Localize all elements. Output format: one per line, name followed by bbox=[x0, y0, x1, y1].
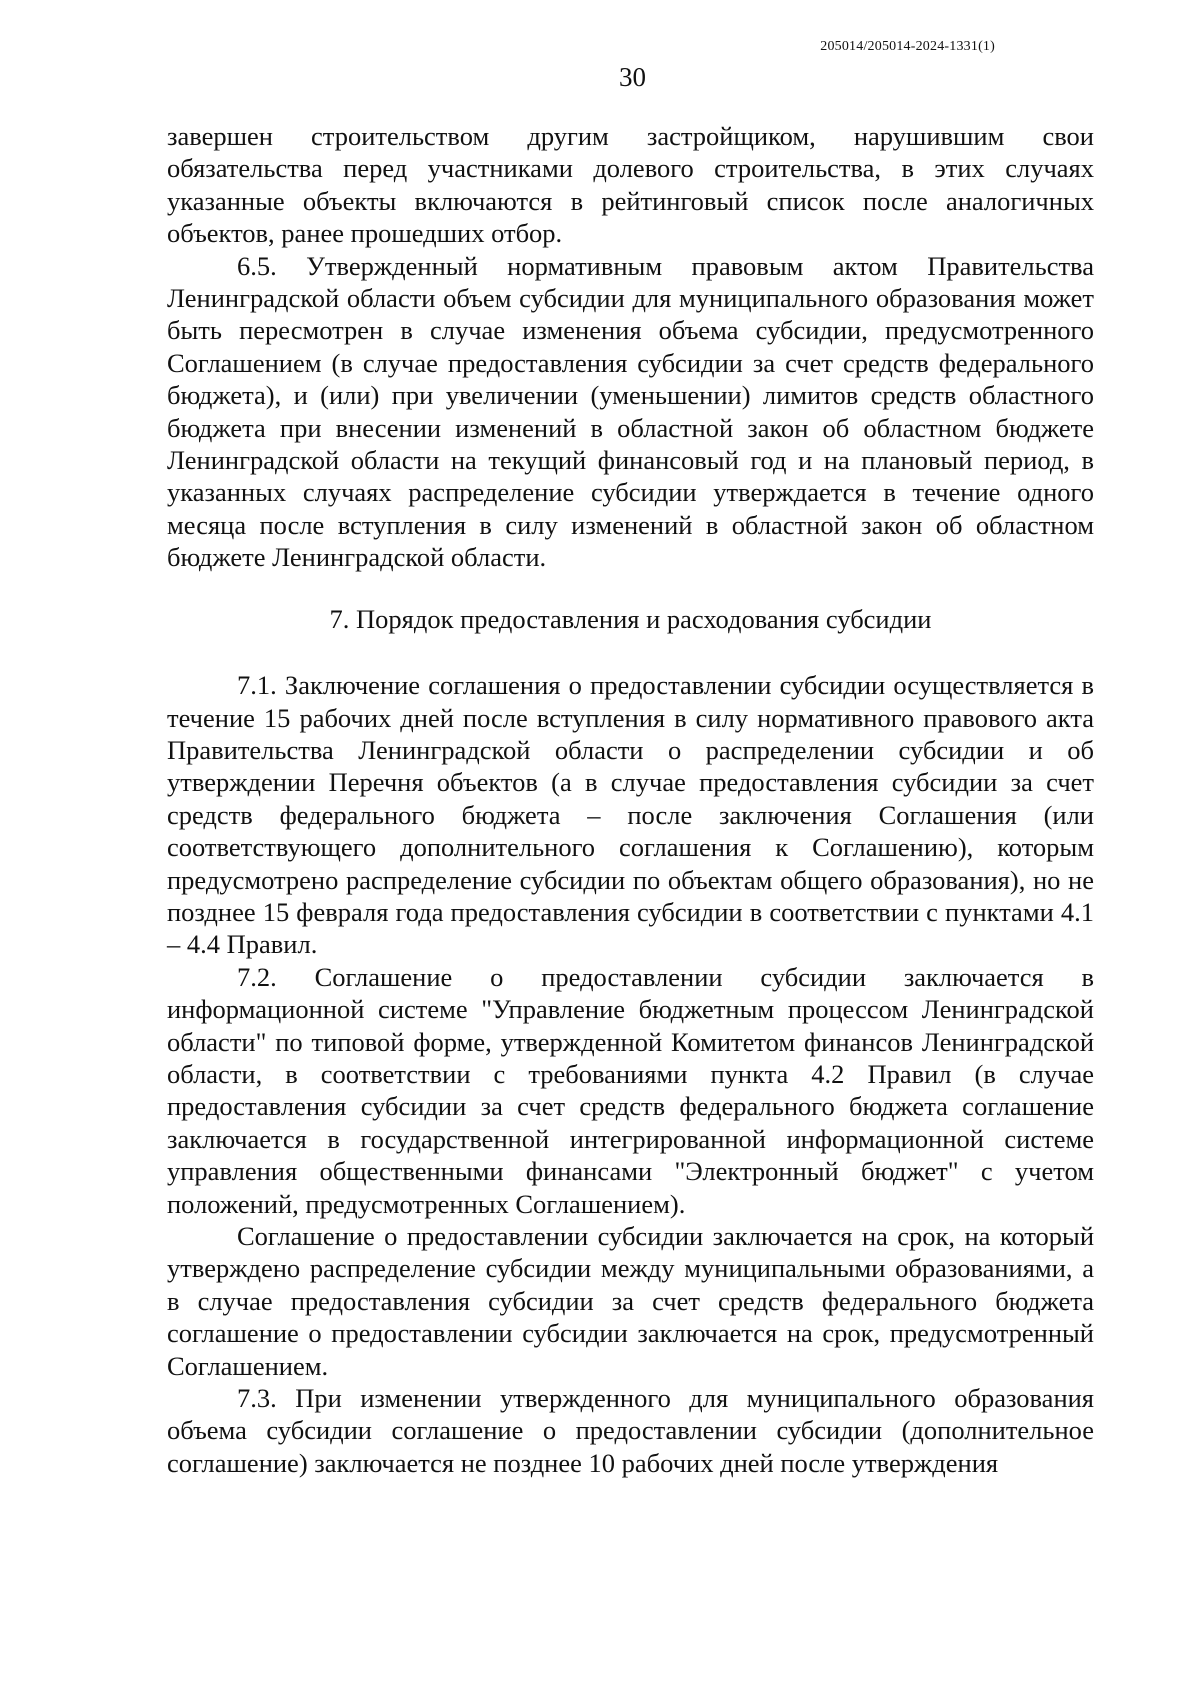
paragraph-7-1: 7.1. Заключение соглашения о предоставлении субсидии осуществляется в течение 15 рабочих дней после вступления в силу нормативного правового акта Правительства Ленинградской области о распределении субсидии и об утверждении Перечня объектов (а в случае предоставления субсидии за счет средств федерального бюджета – после заключения Соглашения (или соответствующего дополнительного соглашения к Соглашению), которым предусмотрено распределение субсидии по объектам общего образования), но не позднее 15 февраля года предоставления субсидии в соответствии с пунктами 4.1 – 4.4 Правил. bbox=[167, 670, 1094, 960]
section-heading-7: 7. Порядок предоставления и расходования субсидии bbox=[329, 603, 932, 634]
document-body bbox=[167, 120, 1094, 1479]
paragraph-7-3: 7.3. При изменении утвержденного для муниципального образования объема субсидии соглашение о предоставлении субсидии (дополнительное соглашение) заключается не позднее 10 рабочих дней после утверждения bbox=[167, 1383, 1094, 1478]
paragraph-agreement-term: Соглашение о предоставлении субсидии заключается на срок, на который утверждено распределение субсидии между муниципальными образованиями, а в случае предоставления субсидии за счет средств федерального бюджета соглашение о предоставлении субсидии заключается на срок, предусмотренный Соглашением. bbox=[167, 1221, 1094, 1381]
page-number: 30 bbox=[619, 62, 646, 92]
paragraph-7-2: 7.2. Соглашение о предоставлении субсидии заключается в информационной системе "Управление бюджетным процессом Ленинградской области" по типовой форме, утвержденной Комитетом финансов Ленинградской области, в соответствии с требованиями пункта 4.2 Правил (в случае предоставления субсидии за счет средств федерального бюджета соглашение заключается в государственной интегрированной информационной системе управления общественными финансами "Электронный бюджет" с учетом положений, предусмотренных Соглашением). bbox=[167, 961, 1094, 1219]
document-id: 205014/205014-2024-1331(1) bbox=[820, 39, 995, 54]
paragraph-continuation: завершен строительством другим застройщиком, нарушившим свои обязательства перед участниками долевого строительства, в этих случаях указанные объекты включаются в рейтинговый список после аналогичных объектов, ранее прошедших отбор. bbox=[167, 121, 1094, 249]
paragraph-6-5: 6.5. Утвержденный нормативным правовым актом Правительства Ленинградской области объем субсидии для муниципального образования может быть пересмотрен в случае изменения объема субсидии, предусмотренного Соглашением (в случае предоставления субсидии за счет средств федерального бюджета), и (или) при увеличении (уменьшении) лимитов средств областного бюджета при внесении изменений в областной закон об областном бюджете Ленинградской области на текущий финансовый год и на плановый период, в указанных случаях распределение субсидии утверждается в течение одного месяца после вступления в силу изменений в областной закон об областном бюджете Ленинградской области. bbox=[167, 250, 1094, 573]
